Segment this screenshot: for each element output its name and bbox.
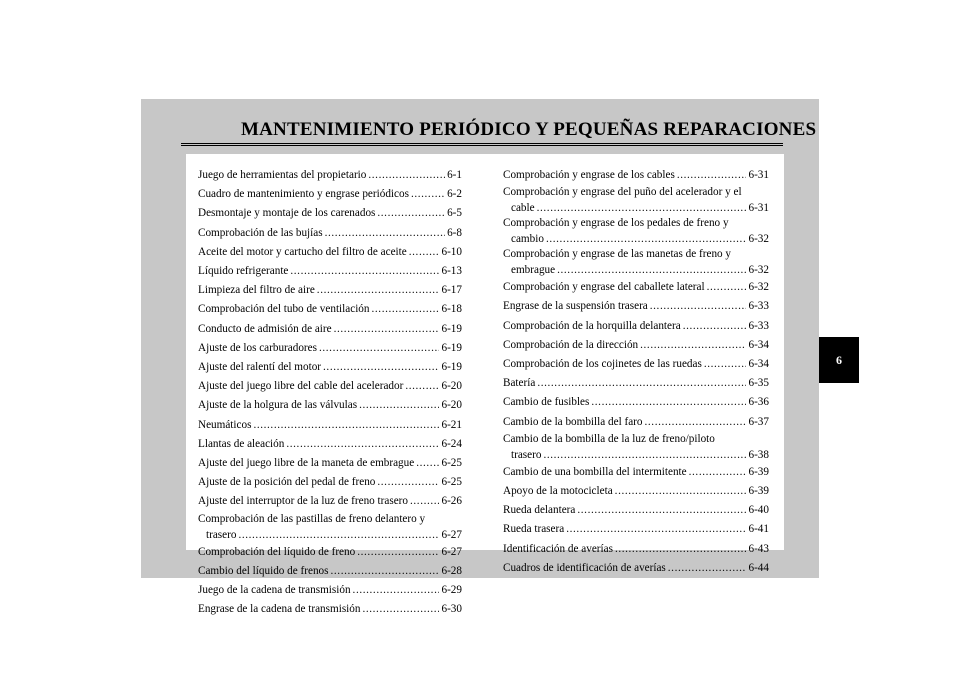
toc-entry-page: 6-31 <box>748 169 769 181</box>
toc-entry[interactable] <box>198 339 462 358</box>
dot-leader <box>683 317 747 336</box>
dot-leader <box>317 281 440 300</box>
toc-entry-page: 6-25 <box>441 457 462 470</box>
toc-entry[interactable] <box>198 204 462 223</box>
toc-entry-title: Limpieza del filtro de aire <box>198 284 315 297</box>
toc-entry-title: Ajuste del juego libre de la maneta de embrague <box>198 457 415 470</box>
dot-leader <box>707 278 747 297</box>
toc-entry-page: 6-19 <box>441 322 462 335</box>
toc-entry-title: Engrase de la suspensión trasera <box>503 300 648 313</box>
toc-entry[interactable] <box>198 473 462 492</box>
toc-entry-page: 6-35 <box>748 377 769 390</box>
toc-entry[interactable] <box>503 185 769 216</box>
toc-entry-title: Ajuste de los carburadores <box>198 341 317 354</box>
toc-entry-page: 6-17 <box>441 284 462 297</box>
toc-entry-page: 6-28 <box>441 564 462 577</box>
dot-leader <box>615 540 747 559</box>
toc-entry[interactable] <box>198 281 462 300</box>
toc-entry[interactable] <box>503 336 769 355</box>
toc-entry[interactable] <box>503 278 769 297</box>
toc-entry-title: Cuadro de mantenimiento y engrase periódicos <box>198 188 409 201</box>
dot-leader <box>668 559 747 578</box>
toc-entry-title-continued: trasero <box>206 528 237 541</box>
toc-entry[interactable] <box>198 435 462 454</box>
toc-entry-page: 6-33 <box>748 319 769 332</box>
toc-entry-title: Comprobación de la dirección <box>503 338 639 351</box>
toc-entry[interactable] <box>198 300 462 319</box>
toc-entry-title: Comprobación de los cojinetes de las ruedas <box>503 358 702 371</box>
toc-entry-title: Comprobación y engrase del puño del acelerador y el <box>503 186 742 199</box>
toc-entry-title: Neumáticos <box>198 418 252 431</box>
toc-entry-title: Líquido refrigerante <box>198 265 289 278</box>
dot-leader <box>377 473 439 492</box>
dot-leader <box>319 339 440 358</box>
toc-entry[interactable] <box>503 501 769 520</box>
toc-entry-page: 6-43 <box>748 542 769 555</box>
toc-entry-page: 6-8 <box>447 226 462 239</box>
toc-entry[interactable] <box>503 482 769 501</box>
toc-entry[interactable] <box>503 520 769 539</box>
toc-entry-title-continued: trasero <box>511 448 542 461</box>
toc-entry[interactable] <box>503 559 769 578</box>
toc-entry-title: Comprobación y engrase de los pedales de freno y <box>503 217 729 230</box>
toc-entry-title: Cambio de fusibles <box>503 396 590 409</box>
toc-entry-title: Juego de herramientas del propietario <box>198 169 367 181</box>
toc-entry-title: Batería <box>503 377 536 390</box>
dot-leader <box>359 396 439 415</box>
dot-leader <box>411 185 445 204</box>
toc-entry-page: 6-44 <box>748 561 769 574</box>
toc-entry-page: 6-27 <box>441 528 462 541</box>
toc-entry-page: 6-5 <box>447 207 462 220</box>
toc-entry[interactable] <box>198 416 462 435</box>
toc-entry[interactable] <box>503 297 769 316</box>
dot-leader <box>543 447 746 463</box>
dot-leader <box>640 336 746 355</box>
dot-leader <box>645 413 747 432</box>
toc-entry[interactable] <box>198 243 462 262</box>
dot-leader <box>650 297 747 316</box>
toc-entry-page: 6-18 <box>441 303 462 316</box>
toc-entry-title: Comprobación de las bujías <box>198 226 323 239</box>
dot-leader <box>557 262 746 278</box>
toc-entry-page: 6-39 <box>748 465 769 478</box>
toc-entry-title: Juego de la cadena de transmisión <box>198 584 351 597</box>
toc-entry-title: Conducto de admisión de aire <box>198 322 332 335</box>
toc-entry-title: Identificación de averías <box>503 542 613 555</box>
manual-page <box>141 99 819 616</box>
toc-entry-page: 6-21 <box>441 418 462 431</box>
toc-entry-title: Desmontaje y montaje de los carenados <box>198 207 376 220</box>
toc-entry-title: Ajuste del interruptor de la luz de freno trasero <box>198 495 408 508</box>
toc-entry-page: 6-32 <box>748 264 769 277</box>
dot-leader <box>334 320 440 339</box>
toc-entry-title: Cambio de la bombilla de la luz de freno/piloto <box>503 432 715 445</box>
toc-entry-title: Ajuste del juego libre del cable del acelerador <box>198 380 404 393</box>
toc-entry[interactable] <box>198 543 462 562</box>
toc-entry[interactable] <box>503 166 769 185</box>
toc-entry[interactable] <box>198 562 462 581</box>
toc-entry[interactable] <box>198 224 462 243</box>
toc-entry[interactable] <box>503 374 769 393</box>
toc-entry-page: 6-32 <box>748 281 769 294</box>
toc-entry-title: Engrase de la cadena de transmisión <box>198 603 361 616</box>
dot-leader <box>290 262 439 281</box>
dot-leader <box>286 435 439 454</box>
toc-entry-title: Llantas de aleación <box>198 437 285 450</box>
dot-leader <box>689 463 747 482</box>
toc-entry-page: 6-30 <box>441 603 462 616</box>
toc-entry-title: Comprobación de las pastillas de freno delantero y <box>198 512 426 525</box>
toc-entry[interactable] <box>198 512 462 543</box>
toc-entry-title: Ajuste de la holgura de las válvulas <box>198 399 358 412</box>
toc-entry-page: 6-36 <box>748 396 769 409</box>
toc-entry-page: 6-39 <box>748 485 769 498</box>
toc-column-right <box>503 166 769 578</box>
dot-leader <box>546 231 747 247</box>
toc-entry[interactable] <box>198 454 462 473</box>
toc-entry-page: 6-10 <box>441 245 462 258</box>
toc-entry-title: Cuadros de identificación de averías <box>503 561 666 574</box>
toc-entry[interactable] <box>198 600 462 619</box>
toc-entry-title: Apoyo de la motocicleta <box>503 485 613 498</box>
toc-entry-page: 6-27 <box>441 545 462 558</box>
dot-leader <box>331 562 440 581</box>
toc-entry-title: Ajuste del ralentí del motor <box>198 361 322 374</box>
toc-entry-page: 6-19 <box>441 361 462 374</box>
toc-entry-title: Comprobación y engrase de los cables <box>503 169 675 181</box>
toc-panel <box>186 154 784 616</box>
toc-entry[interactable] <box>503 216 769 247</box>
dot-leader <box>537 374 746 393</box>
toc-entry[interactable] <box>198 581 462 600</box>
toc-entry-page: 6-34 <box>748 338 769 351</box>
dot-leader <box>577 501 746 520</box>
dot-leader <box>410 492 439 511</box>
toc-entry-page: 6-31 <box>748 202 769 215</box>
dot-leader <box>409 243 440 262</box>
toc-entry-title: Cambio de la bombilla del faro <box>503 415 643 428</box>
toc-entry-page: 6-25 <box>441 476 462 489</box>
dot-leader <box>372 300 440 319</box>
toc-entry-page: 6-1 <box>447 169 462 181</box>
toc-column-left <box>198 166 462 619</box>
toc-entry-page: 6-38 <box>748 448 769 461</box>
dot-leader <box>325 224 445 243</box>
toc-entry-page: 6-19 <box>441 341 462 354</box>
toc-entry-title: Rueda delantera <box>503 504 576 517</box>
dot-leader <box>357 543 439 562</box>
dot-leader <box>238 527 439 543</box>
toc-entry-title-continued: cable <box>511 202 535 215</box>
dot-leader <box>591 393 746 412</box>
toc-entry-page: 6-13 <box>441 265 462 278</box>
toc-entry[interactable] <box>198 396 462 415</box>
toc-entry[interactable] <box>198 492 462 511</box>
toc-entry[interactable] <box>198 185 462 204</box>
toc-entry-page: 6-34 <box>748 358 769 371</box>
title-rule <box>181 143 783 146</box>
toc-entry[interactable] <box>503 413 769 432</box>
toc-entry[interactable] <box>198 166 462 185</box>
toc-entry-page: 6-26 <box>441 495 462 508</box>
toc-entry-title-continued: embrague <box>511 264 556 277</box>
toc-entry[interactable] <box>198 358 462 377</box>
toc-entry-title: Cambio de una bombilla del intermitente <box>503 465 687 478</box>
toc-entry-title: Comprobación de la horquilla delantera <box>503 319 681 332</box>
toc-entry[interactable] <box>503 432 769 463</box>
toc-entry[interactable] <box>503 393 769 412</box>
chapter-tab[interactable]: 6 <box>819 337 859 383</box>
dot-leader <box>253 416 439 435</box>
toc-entry-title: Rueda trasera <box>503 523 565 536</box>
toc-entry-page: 6-33 <box>748 300 769 313</box>
toc-entry-title: Aceite del motor y cartucho del filtro de aceite <box>198 245 407 258</box>
toc-entry-title: Cambio del líquido de frenos <box>198 564 329 577</box>
toc-entry-page: 6-37 <box>748 415 769 428</box>
toc-entry-title: Comprobación y engrase del caballete lateral <box>503 281 705 294</box>
toc-entry[interactable] <box>503 463 769 482</box>
toc-entry-title-continued: cambio <box>511 233 544 246</box>
toc-entry-title: Ajuste de la posición del pedal de freno <box>198 476 376 489</box>
toc-entry[interactable] <box>503 540 769 559</box>
toc-entry-page: 6-2 <box>447 188 462 201</box>
toc-entry[interactable] <box>198 377 462 396</box>
chapter-title: MANTENIMIENTO PERIÓDICO Y PEQUEÑAS REPARACIONES <box>241 119 817 140</box>
dot-leader <box>323 358 439 377</box>
dot-leader <box>704 355 747 374</box>
dot-leader <box>615 482 747 501</box>
toc-entry[interactable] <box>198 262 462 281</box>
toc-entry-page: 6-40 <box>748 504 769 517</box>
dot-leader <box>416 454 439 473</box>
toc-entry-page: 6-20 <box>441 399 462 412</box>
toc-entry-page: 6-41 <box>748 523 769 536</box>
toc-entry[interactable] <box>503 355 769 374</box>
toc-entry[interactable] <box>198 320 462 339</box>
toc-entry-page: 6-20 <box>441 380 462 393</box>
dot-leader <box>566 520 746 539</box>
toc-entry-page: 6-24 <box>441 437 462 450</box>
dot-leader <box>368 166 445 185</box>
toc-entry-page: 6-29 <box>441 584 462 597</box>
dot-leader <box>377 204 445 223</box>
dot-leader <box>405 377 439 396</box>
dot-leader <box>677 166 747 185</box>
toc-entry-title: Comprobación del líquido de freno <box>198 545 356 558</box>
dot-leader <box>353 581 440 600</box>
toc-entry[interactable] <box>503 247 769 278</box>
toc-entry-title: Comprobación del tubo de ventilación <box>198 303 370 316</box>
dot-leader <box>362 600 439 619</box>
dot-leader <box>537 200 747 216</box>
toc-entry-page: 6-32 <box>748 233 769 246</box>
toc-entry-title: Comprobación y engrase de las manetas de freno y <box>503 248 732 261</box>
toc-entry[interactable] <box>503 317 769 336</box>
